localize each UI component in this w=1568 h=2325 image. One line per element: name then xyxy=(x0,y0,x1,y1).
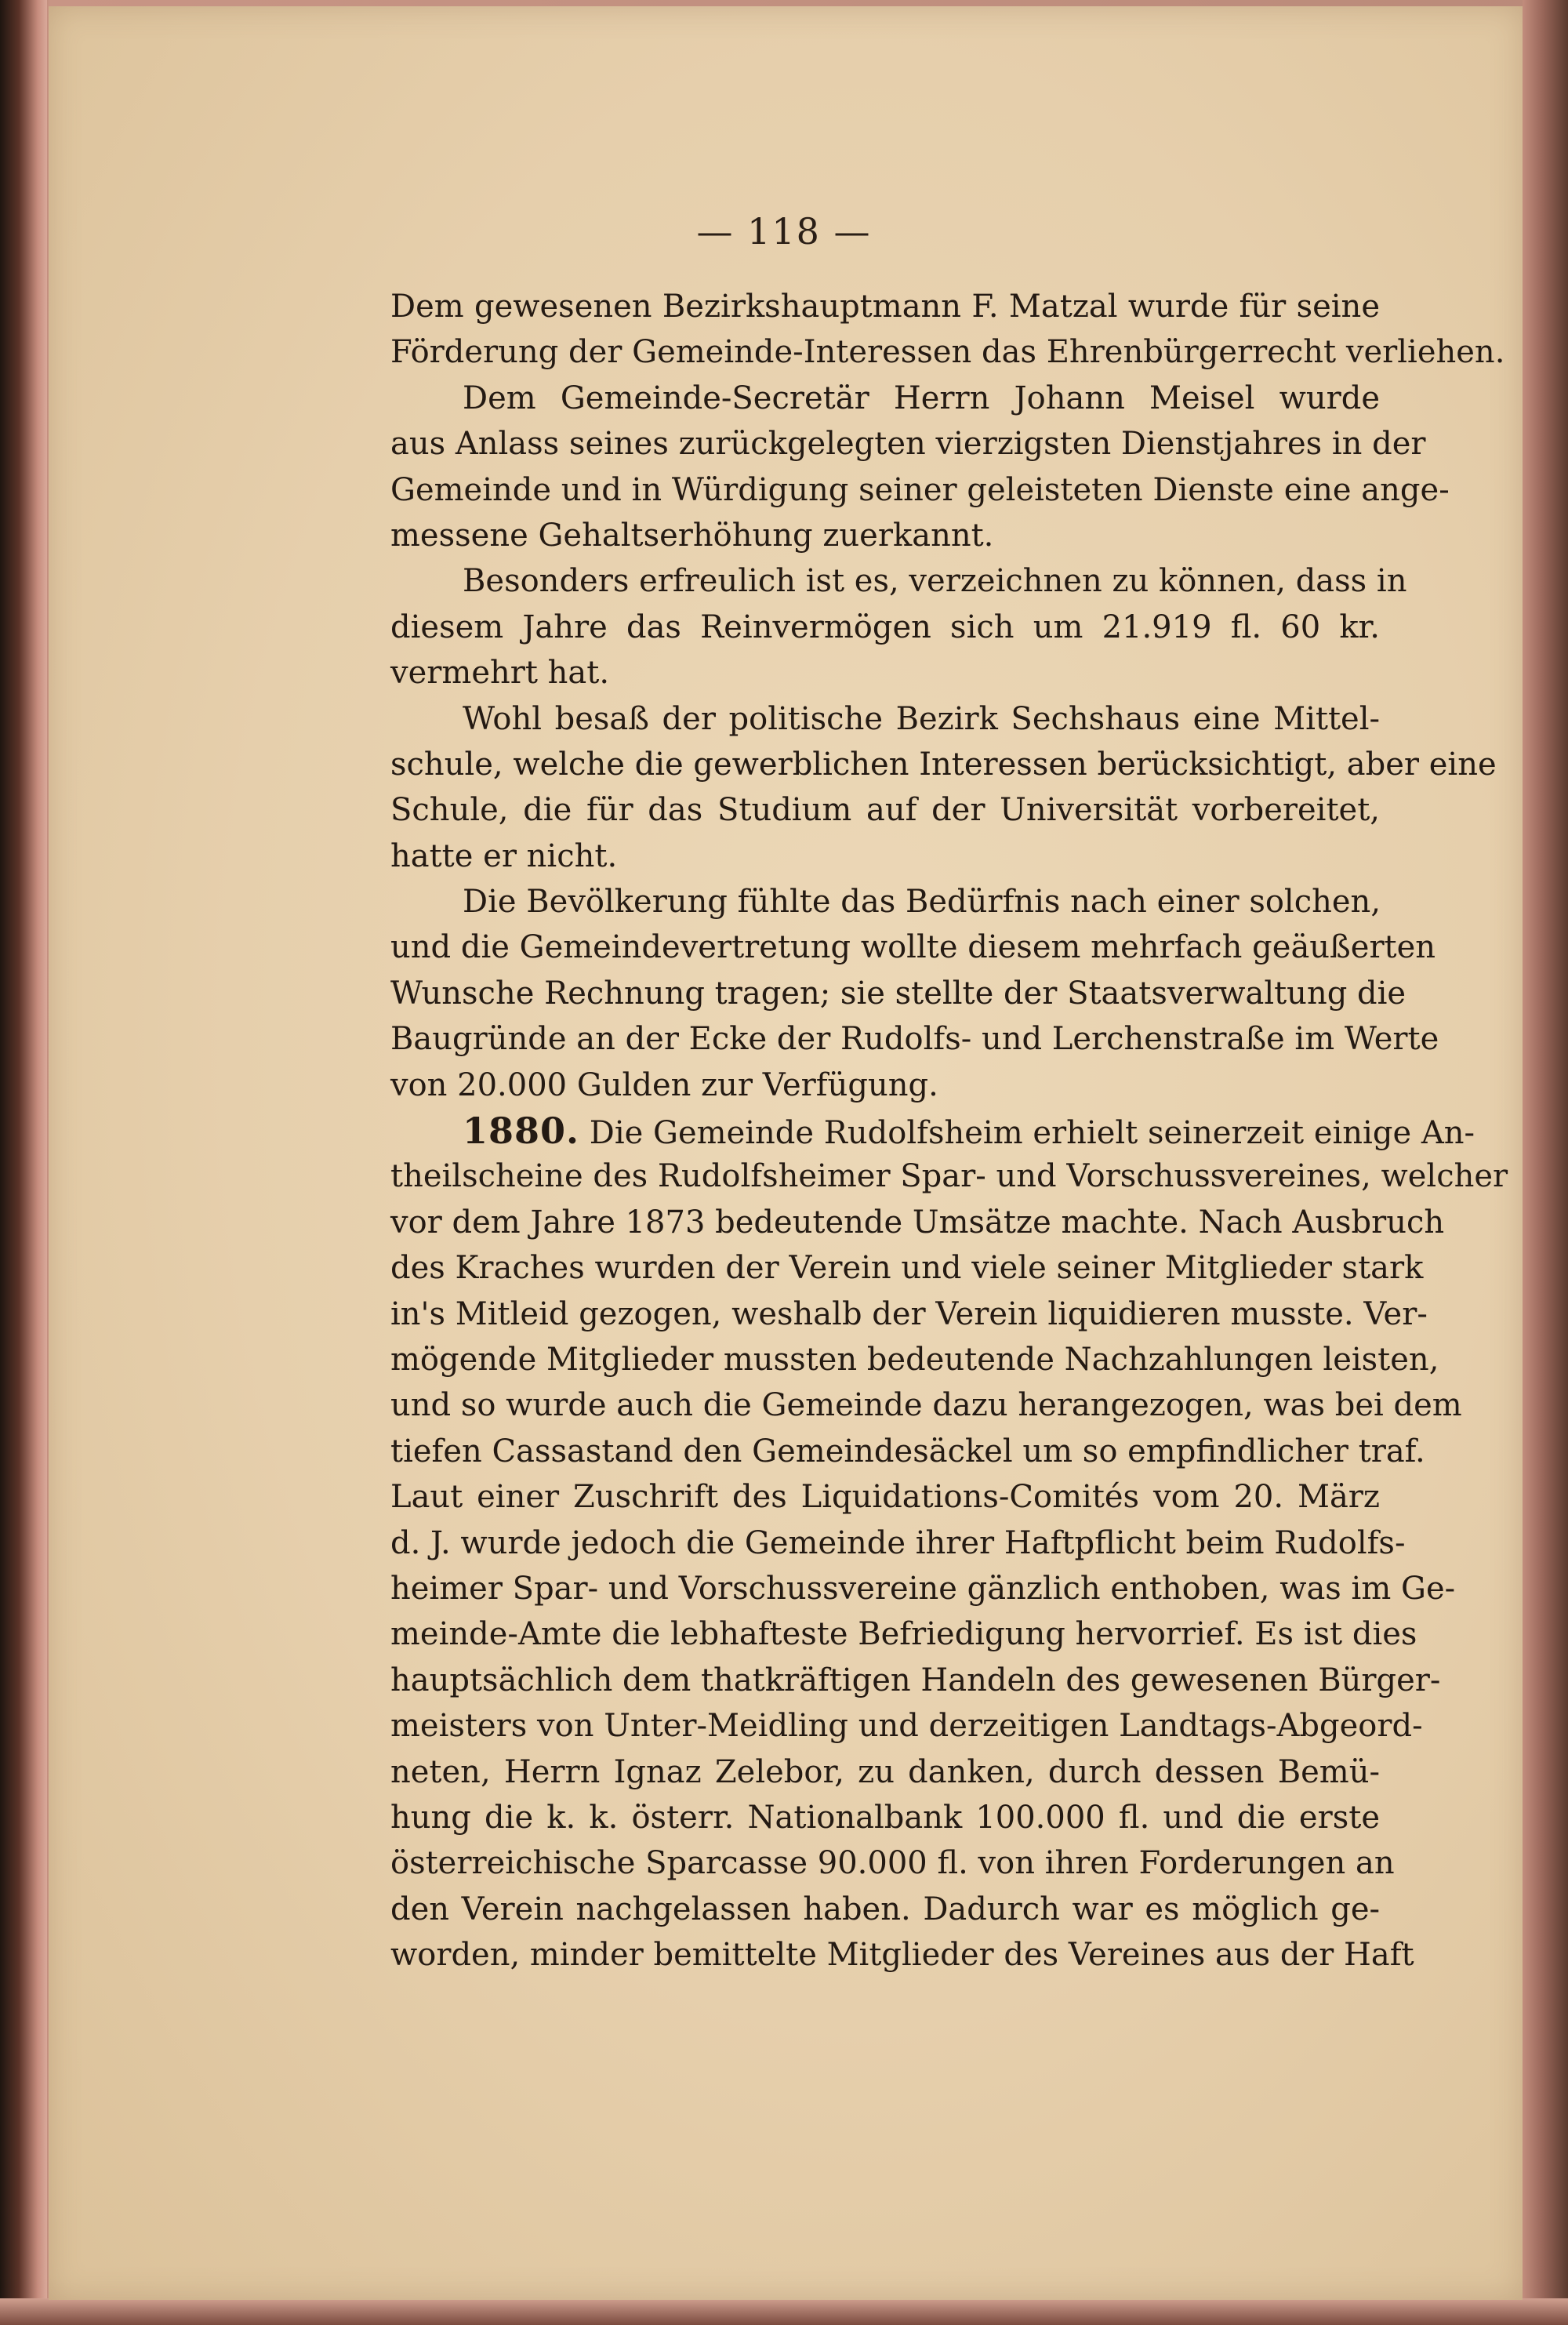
text-line: messene Gehaltserhöhung zuerkannt. xyxy=(390,517,994,554)
text-line: und so wurde auch die Gemeinde dazu herangezogen, was bei dem xyxy=(390,1387,1462,1424)
text-line: Laut einer Zuschrift des Liquidations-Comités vom 20. März xyxy=(390,1479,1380,1516)
text-line: Schule, die für das Studium auf der Universität vorbereitet, xyxy=(390,792,1380,829)
text-line: worden, minder bemittelte Mitglieder des Vereines aus der Haft xyxy=(390,1937,1414,1974)
text-line: Besonders erfreulich ist es, verzeichnen zu können, dass in xyxy=(463,563,1407,600)
text-line: Die Bevölkerung fühlte das Bedürfnis nach einer solchen, xyxy=(463,884,1381,921)
page-edge-bottom xyxy=(0,2298,1568,2325)
text-line: hatte er nicht. xyxy=(390,837,618,874)
text-line: den Verein nachgelassen haben. Dadurch war es möglich ge- xyxy=(390,1891,1380,1927)
text-line: Dem Gemeinde-Secretär Herrn Johann Meisel wurde xyxy=(463,380,1380,416)
text-line: hung die k. k. österr. Nationalbank 100.000 fl. und die erste xyxy=(390,1799,1380,1836)
text-line: diesem Jahre das Reinvermögen sich um 21.919 fl. 60 kr. xyxy=(390,608,1380,645)
text-line: und die Gemeindevertretung wollte diesem mehrfach geäußerten xyxy=(390,929,1436,966)
year-label: 1880. xyxy=(463,1110,580,1153)
year-paragraph-line xyxy=(390,1108,1475,1153)
text-line: österreichische Sparcasse 90.000 fl. von ihren Forderungen an xyxy=(390,1845,1395,1882)
book-binding xyxy=(0,0,47,2325)
text-line: aus Anlass seines zurückgelegten vierzigsten Dienstjahres in der xyxy=(390,426,1426,463)
text-line: hauptsächlich dem thatkräftigen Handeln des gewesenen Bürger- xyxy=(390,1662,1441,1698)
text-line: tiefen Cassastand den Gemeindesäckel um so empfindlicher traf. xyxy=(390,1433,1425,1469)
text-line: Die Gemeinde Rudolfsheim erhielt seinerzeit einige An- xyxy=(589,1115,1475,1152)
text-line: Wunsche Rechnung tragen; sie stellte der Staatsverwaltung die xyxy=(390,975,1406,1012)
text-line: theilscheine des Rudolfsheimer Spar- und Vorschussvereines, welcher xyxy=(390,1158,1508,1195)
text-line: Förderung der Gemeinde-Interessen das Ehrenbürgerrecht verliehen. xyxy=(390,334,1505,371)
page-edge-right xyxy=(1523,0,1568,2325)
text-line: des Kraches wurden der Verein und viele seiner Mitglieder stark xyxy=(390,1250,1424,1287)
text-line: vor dem Jahre 1873 bedeutende Umsätze machte. Nach Ausbruch xyxy=(390,1204,1445,1241)
text-line: Wohl besaß der politische Bezirk Sechshaus eine Mittel- xyxy=(463,700,1380,737)
text-line: mögende Mitglieder mussten bedeutende Nachzahlungen leisten, xyxy=(390,1341,1439,1378)
text-line: heimer Spar- und Vorschussvereine gänzlich enthoben, was im Ge- xyxy=(390,1570,1456,1607)
text-line: Dem gewesenen Bezirkshauptmann F. Matzal wurde für seine xyxy=(390,289,1380,325)
text-line: Gemeinde und in Würdigung seiner geleisteten Dienste eine ange- xyxy=(390,471,1450,508)
text-line: Baugründe an der Ecke der Rudolfs- und Lerchenstraße im Werte xyxy=(390,1021,1439,1058)
text-line: vermehrt hat. xyxy=(390,655,610,692)
text-line: meisters von Unter-Meidling und derzeitigen Landtags-Abgeord- xyxy=(390,1708,1423,1745)
text-line: von 20.000 Gulden zur Verfügung. xyxy=(390,1066,938,1103)
page-number: — 118 — xyxy=(696,210,872,252)
text-line: meinde-Amte die lebhafteste Befriedigung hervorrief. Es ist dies xyxy=(390,1616,1417,1653)
text-line: neten, Herrn Ignaz Zelebor, zu danken, durch dessen Bemü- xyxy=(390,1753,1380,1790)
text-line: d. J. wurde jedoch die Gemeinde ihrer Haftpflicht beim Rudolfs- xyxy=(390,1524,1406,1561)
body-text xyxy=(390,284,1508,1978)
text-line: schule, welche die gewerblichen Interessen berücksichtigt, aber eine xyxy=(390,746,1497,783)
text-line: in's Mitleid gezogen, weshalb der Verein liquidieren musste. Ver- xyxy=(390,1295,1428,1332)
